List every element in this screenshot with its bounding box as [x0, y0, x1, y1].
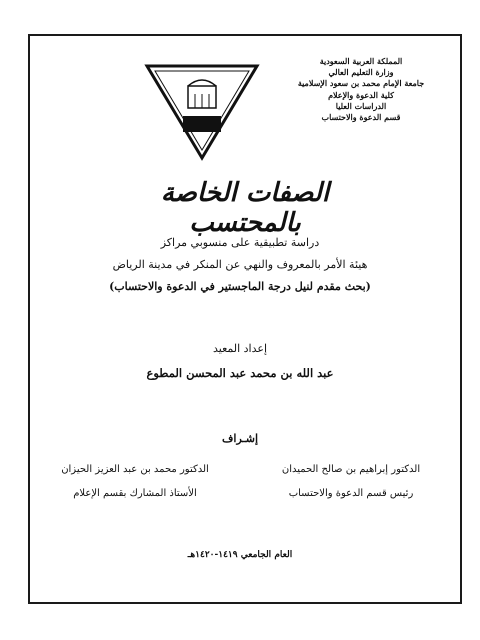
study-line-1: دراسة تطبيقية على منسوبي مراكز — [160, 236, 320, 249]
study-line-2: هيئة الأمر بالمعروف والنهي عن المنكر في مدينة الرياض — [112, 258, 368, 271]
header-line: وزارة التعليم العالي — [328, 67, 394, 78]
supervisor-left-name: الدكتور محمد بن عبد العزيز الحيزان — [61, 464, 209, 475]
supervision-label: إشـراف — [221, 432, 259, 445]
supervisor-right-title: رئيس قسم الدعوة والاحتساب — [288, 488, 414, 499]
header-line: جامعة الإمام محمد بن سعود الإسلامية — [297, 78, 425, 89]
header-line: كلية الدعوة والإعلام — [328, 89, 394, 100]
library-stamp — [143, 62, 261, 162]
supervisor-right-name: الدكتور إبراهيم بن صالح الحميدان — [281, 464, 421, 475]
study-line-3: (بحث مقدم لنيل درجة الماجستير في الدعوة والاحتساب) — [109, 280, 371, 293]
header-line: المملكة العربية السعودية — [319, 56, 403, 66]
study-description — [90, 232, 390, 298]
stamp-graphic — [143, 62, 261, 162]
author-name: عبد الله بن محمد عبد المحسن المطوع — [146, 366, 334, 380]
thesis-title: الصفات الخاصة بالمحتسب — [160, 178, 330, 238]
supervisor-left — [40, 458, 230, 506]
academic-year: العام الجامعي ١٤١٩-١٤٢٠هـ — [187, 550, 293, 560]
supervisor-left-title: الأستاذ المشارك بقسم الإعلام — [73, 488, 197, 499]
header-line: الدراسات العليا — [335, 100, 387, 111]
header-line: قسم الدعوة والاحتساب — [321, 112, 401, 123]
institution-header — [286, 56, 436, 123]
supervisor-right — [256, 458, 446, 506]
prepared-by-label: إعداد المعيد — [212, 342, 267, 355]
